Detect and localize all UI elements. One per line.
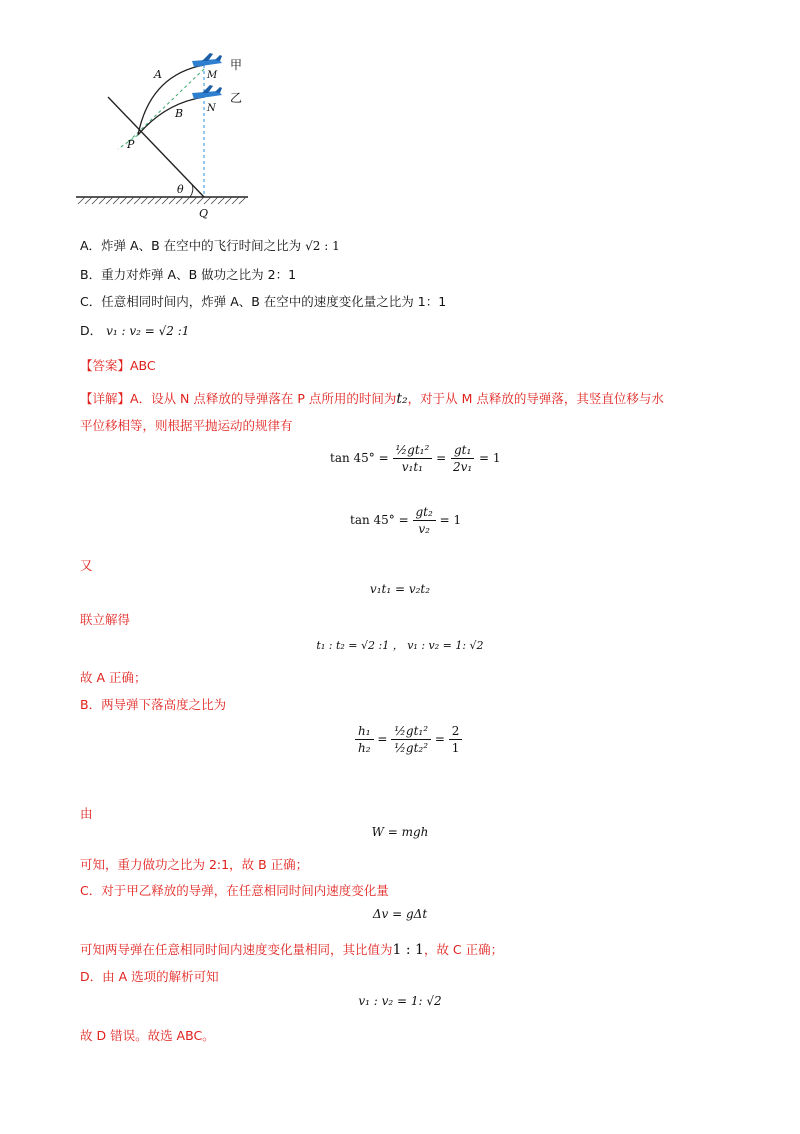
equation-3: v₁t₁ = v₂t₂ xyxy=(369,582,431,596)
equation-4: t₁ : t₂ = √2 :1 ， v₁ : v₂ = 1: √2 xyxy=(316,639,484,652)
label-P: P xyxy=(127,138,135,151)
option-B: B．重力对炸弹 A、B 做功之比为 2：1 xyxy=(80,267,297,282)
final-line: 故 D 错误。故选 ABC。 xyxy=(80,1028,215,1043)
ground-hatching xyxy=(78,197,246,204)
label-M: M xyxy=(207,70,218,81)
trajectory-B xyxy=(138,97,204,135)
label-jia: 甲 xyxy=(230,58,243,72)
text-lianli: 联立解得 xyxy=(80,612,131,627)
option-A: A．炸弹 A、B 在空中的飞行时间之比为 √2 : 1 xyxy=(80,238,340,253)
detail-line-2: 平位移相等，则根据平抛运动的规律有 xyxy=(80,418,293,433)
conclusion-B: 可知，重力做功之比为 2:1，故 B 正确； xyxy=(80,857,309,872)
label-Q: Q xyxy=(199,207,209,220)
option-A-math: √2 : 1 xyxy=(305,239,340,253)
equation-1: tan 45° = $\frac{\text{½gt₁²}}{\text{v₁t₁}}$ = $\frac{\text{gt₁}}{\text{2v₁}}$ = 1 xyxy=(330,443,501,474)
plane-yi-icon xyxy=(192,85,222,99)
projectile-figure xyxy=(70,45,260,225)
incline-line xyxy=(108,97,204,197)
equation-7: Δv = gΔt xyxy=(372,907,428,921)
answer-line: 【答案】ABC xyxy=(80,358,156,373)
detail-line-1: 【详解】A．设从 N 点释放的导弹落在 P 点所用的时间为t₂，对于从 M 点释放的导弹落，其竖直位移与水 xyxy=(80,391,664,407)
equation-5: $\frac{\text{h₁}}{\text{h₂}}$ = $\frac{\text{½gt₁²}}{\text{½gt₂²}}$ = $\frac{2}{1}$ xyxy=(355,724,462,755)
label-yi: 乙 xyxy=(230,91,243,105)
conclusion-C: 可知两导弹在任意相同时间内速度变化量相同，其比值为1 : 1，故 C 正确； xyxy=(80,942,504,958)
D-head: D．由 A 选项的解析可知 xyxy=(80,969,219,984)
conclusion-A: 故 A 正确； xyxy=(80,670,147,685)
label-B: B xyxy=(175,107,184,120)
equation-2: tan 45° = $\frac{\text{gt₂}}{\text{v₂}}$ = 1 xyxy=(350,505,462,536)
label-A: A xyxy=(154,68,162,81)
text-you-2: 由 xyxy=(80,806,93,821)
diagonal-dashed-line xyxy=(126,69,204,144)
text-you: 又 xyxy=(80,558,93,573)
option-C: C．任意相同时间内，炸弹 A、B 在空中的速度变化量之比为 1：1 xyxy=(80,294,447,309)
label-N: N xyxy=(207,103,216,114)
label-theta: θ xyxy=(177,183,184,196)
option-D: D． v₁ : v₂ = √2 :1 xyxy=(80,323,190,338)
option-D-math: v₁ : v₂ = √2 :1 xyxy=(106,324,190,338)
plane-jia-icon xyxy=(192,53,222,67)
theta-arc xyxy=(190,184,193,197)
C-head: C．对于甲乙释放的导弹，在任意相同时间内速度变化量 xyxy=(80,883,389,898)
B-head: B．两导弹下落高度之比为 xyxy=(80,697,227,712)
equation-8: v₁ : v₂ = 1: √2 xyxy=(358,994,442,1008)
equation-6: W = mgh xyxy=(371,825,429,839)
